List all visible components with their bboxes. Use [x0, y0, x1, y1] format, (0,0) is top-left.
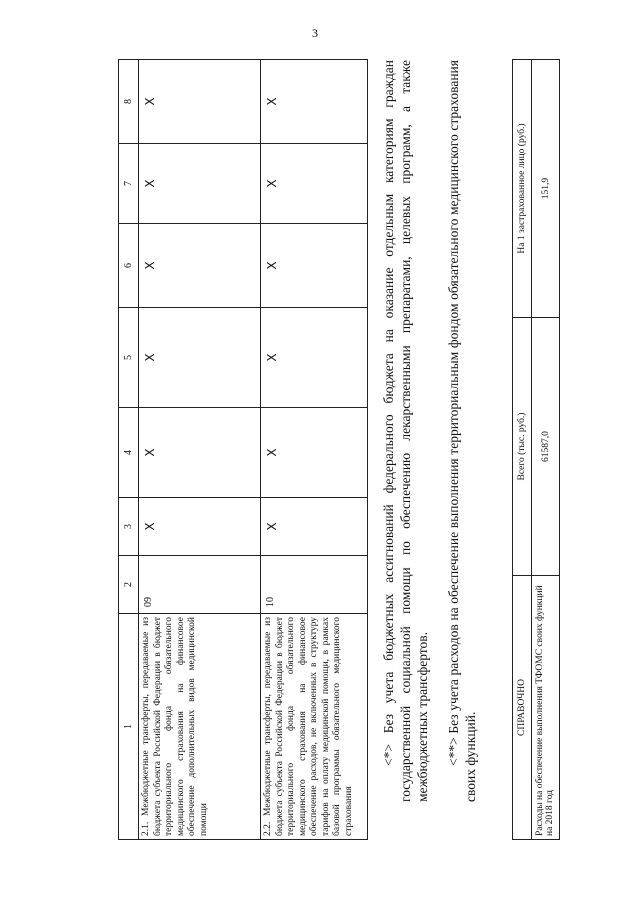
column-header-total: Всего (тыс. руб.)	[513, 318, 532, 576]
column-header: 1	[119, 614, 139, 840]
cell-mark: X	[261, 408, 368, 498]
row-label: 2.2. Межбюджетные трансферты, передаваемые из бюджета субъекта Российской Федерации в бюджет территориального фонда обязательного медицинского страхования на финансовое обеспечение расходов, не включенных в структуру тарифов на оплату медицинской помощи, в рамках базовой программы обязательного медицинского страхования	[261, 614, 368, 840]
cell-mark: X	[139, 498, 261, 556]
footnotes	[380, 60, 493, 802]
cell-mark: X	[139, 144, 261, 224]
reference-value-row	[532, 60, 560, 840]
table-row	[139, 60, 261, 840]
row-code: 09	[139, 556, 261, 614]
row-code: 10	[261, 556, 368, 614]
reference-header-row	[513, 60, 532, 840]
row-label: 2.1. Межбюджетные трансферты, передаваемые из бюджета субъекта Российской Федерации в бюджет территориального фонда обязательного медицинского страхования на финансовое обеспечение дополнительных видов медицинской помощи	[139, 614, 261, 840]
column-header: 8	[119, 60, 139, 144]
cell-mark: X	[261, 498, 368, 556]
rotated-page-content	[118, 60, 588, 840]
column-header: 3	[119, 498, 139, 556]
cell-mark: X	[261, 144, 368, 224]
column-header-per-person: На 1 застрахованное лицо (руб.)	[513, 60, 532, 318]
table-row	[261, 60, 368, 840]
page-number: 3	[312, 26, 318, 40]
column-header: 5	[119, 308, 139, 408]
cell-mark: X	[139, 308, 261, 408]
cell-mark: X	[139, 224, 261, 308]
reference-table	[512, 59, 560, 840]
footnote-budget-allocations: <*> Без учета бюджетных ассигнований федерального бюджета на оказание отдельным категориям граждан государственной социальной помощи по обеспечению лекарственными препаратами, целевых программ, а также межбюджетных трансфертов.	[381, 60, 430, 802]
cell-mark: X	[261, 308, 368, 408]
column-header: 4	[119, 408, 139, 498]
cell-mark: X	[139, 408, 261, 498]
cell-mark: X	[139, 60, 261, 144]
column-header: 7	[119, 144, 139, 224]
column-header: 2	[119, 556, 139, 614]
reference-row-label: Расходы на обеспечение выполнения ТФОМС своих функций на 2018 год	[532, 576, 560, 840]
cell-mark: X	[261, 224, 368, 308]
total-value: 61587,0	[532, 318, 560, 576]
footnote-fund-expenses: <**> Без учета расходов на обеспечение выполнения территориальным фондом обязательного медицинского страхования своих функций.	[446, 60, 478, 802]
cell-mark: X	[261, 60, 368, 144]
per-person-value: 151,9	[532, 60, 560, 318]
table-header-row	[119, 60, 139, 840]
column-header: 6	[119, 224, 139, 308]
main-table	[118, 59, 368, 840]
reference-title: СПРАВОЧНО	[513, 576, 532, 840]
